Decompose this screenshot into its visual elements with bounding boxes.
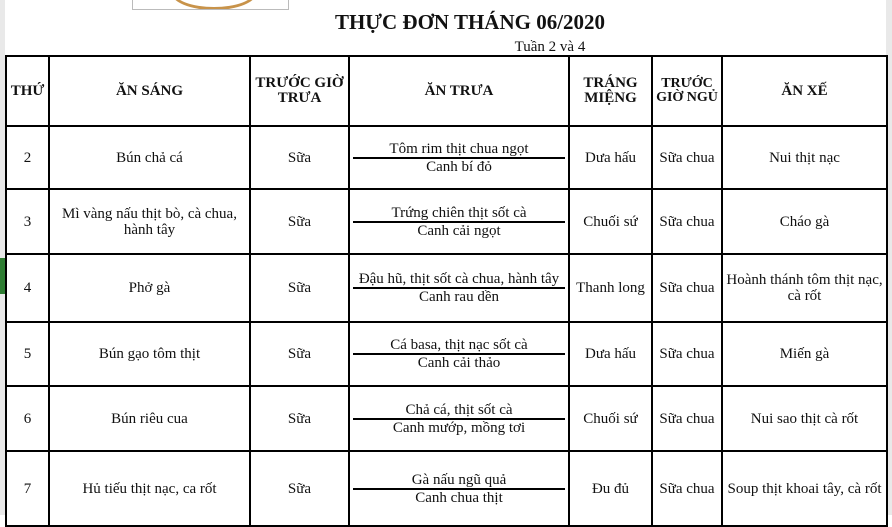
lunch-main-dish: Cá basa, thịt nạc sốt cà — [353, 337, 565, 355]
cell-trang-mieng: Dưa hấu — [569, 126, 652, 189]
header-truoc-gio-trua: TRƯỚC GIỜ TRƯA — [250, 56, 349, 126]
lunch-soup: Canh mướp, mồng tơi — [392, 419, 526, 436]
cell-an-xe: Nui thịt nạc — [722, 126, 887, 189]
cell-thu: 7 — [6, 451, 49, 526]
table-row — [6, 126, 887, 189]
cell-an-sang: Hủ tiếu thịt nạc, ca rốt — [49, 451, 250, 526]
lunch-soup: Canh rau dền — [419, 289, 499, 305]
cell-truoc-gio-ngu: Sữa chua — [652, 254, 722, 322]
cell-an-xe: Hoành thánh tôm thịt nạc, cà rốt — [722, 254, 887, 322]
cell-truoc-gio-ngu: Sữa chua — [652, 322, 722, 386]
cell-an-sang: Bún chả cá — [49, 126, 250, 189]
header-truoc-gio-ngu: TRƯỚC GIỜ NGỦ — [652, 56, 722, 126]
cell-truoc-gio-trua: Sữa — [250, 386, 349, 451]
cell-truoc-gio-trua: Sữa — [250, 451, 349, 526]
cell-trang-mieng: Thanh long — [569, 254, 652, 322]
cell-an-sang: Bún gạo tôm thịt — [49, 322, 250, 386]
cell-an-xe: Soup thịt khoai tây, cà rốt — [722, 451, 887, 526]
logo-arc-icon — [171, 0, 257, 10]
cell-truoc-gio-trua: Sữa — [250, 126, 349, 189]
cell-trang-mieng: Chuối sứ — [569, 386, 652, 451]
header-an-xe: ĂN XẾ — [722, 56, 887, 126]
cell-an-trua — [349, 322, 569, 386]
cell-truoc-gio-ngu: Sữa chua — [652, 451, 722, 526]
cell-trang-mieng: Đu đủ — [569, 451, 652, 526]
page-subtitle: Tuần 2 và 4 — [514, 39, 586, 55]
cell-thu: 4 — [6, 254, 49, 322]
cell-truoc-gio-ngu: Sữa chua — [652, 189, 722, 254]
cell-an-trua — [349, 126, 569, 189]
header-an-trua: ĂN TRƯA — [349, 56, 569, 126]
cell-an-trua — [349, 386, 569, 451]
cell-thu: 6 — [6, 386, 49, 451]
table-row — [6, 322, 887, 386]
cell-truoc-gio-trua: Sữa — [250, 254, 349, 322]
cell-truoc-gio-ngu: Sữa chua — [652, 386, 722, 451]
cell-an-xe: Miến gà — [722, 322, 887, 386]
table-header-row — [6, 56, 887, 126]
menu-table — [5, 55, 888, 527]
cell-trang-mieng: Dưa hấu — [569, 322, 652, 386]
cell-an-sang: Phở gà — [49, 254, 250, 322]
cell-an-xe: Cháo gà — [722, 189, 887, 254]
cell-an-xe: Nui sao thịt cà rốt — [722, 386, 887, 451]
cell-truoc-gio-trua: Sữa — [250, 322, 349, 386]
table-row — [6, 189, 887, 254]
cell-an-sang: Bún riêu cua — [49, 386, 250, 451]
cell-thu: 3 — [6, 189, 49, 254]
cell-an-trua — [349, 254, 569, 322]
lunch-soup: Canh bí đỏ — [426, 158, 492, 175]
lunch-main-dish: Gà nấu ngũ quả — [353, 472, 565, 490]
header-an-sang: ĂN SÁNG — [49, 56, 250, 126]
lunch-main-dish: Chả cá, thịt sốt cà — [353, 402, 565, 420]
logo-image — [132, 0, 289, 10]
lunch-main-dish: Đậu hũ, thịt sốt cà chua, hành tây — [353, 271, 565, 289]
cell-thu: 2 — [6, 126, 49, 189]
cell-thu: 5 — [6, 322, 49, 386]
cell-an-sang: Mì vàng nấu thịt bò, cà chua, hành tây — [49, 189, 250, 254]
lunch-main-dish: Tôm rim thịt chua ngọt — [353, 141, 565, 159]
lunch-soup: Canh chua thịt — [415, 489, 503, 506]
lunch-soup: Canh cải ngọt — [417, 222, 501, 239]
cell-an-trua — [349, 189, 569, 254]
table-row — [6, 254, 887, 322]
cell-truoc-gio-trua: Sữa — [250, 189, 349, 254]
cell-truoc-gio-ngu: Sữa chua — [652, 126, 722, 189]
header-trang-mieng: TRÁNG MIỆNG — [569, 56, 652, 126]
page-title: THỰC ĐƠN THÁNG 06/2020 — [334, 10, 606, 34]
cell-trang-mieng: Chuối sứ — [569, 189, 652, 254]
table-row — [6, 386, 887, 451]
lunch-main-dish: Trứng chiên thịt sốt cà — [353, 205, 565, 223]
lunch-soup: Canh cải thảo — [417, 355, 501, 371]
header-thu: THỨ — [6, 56, 49, 126]
